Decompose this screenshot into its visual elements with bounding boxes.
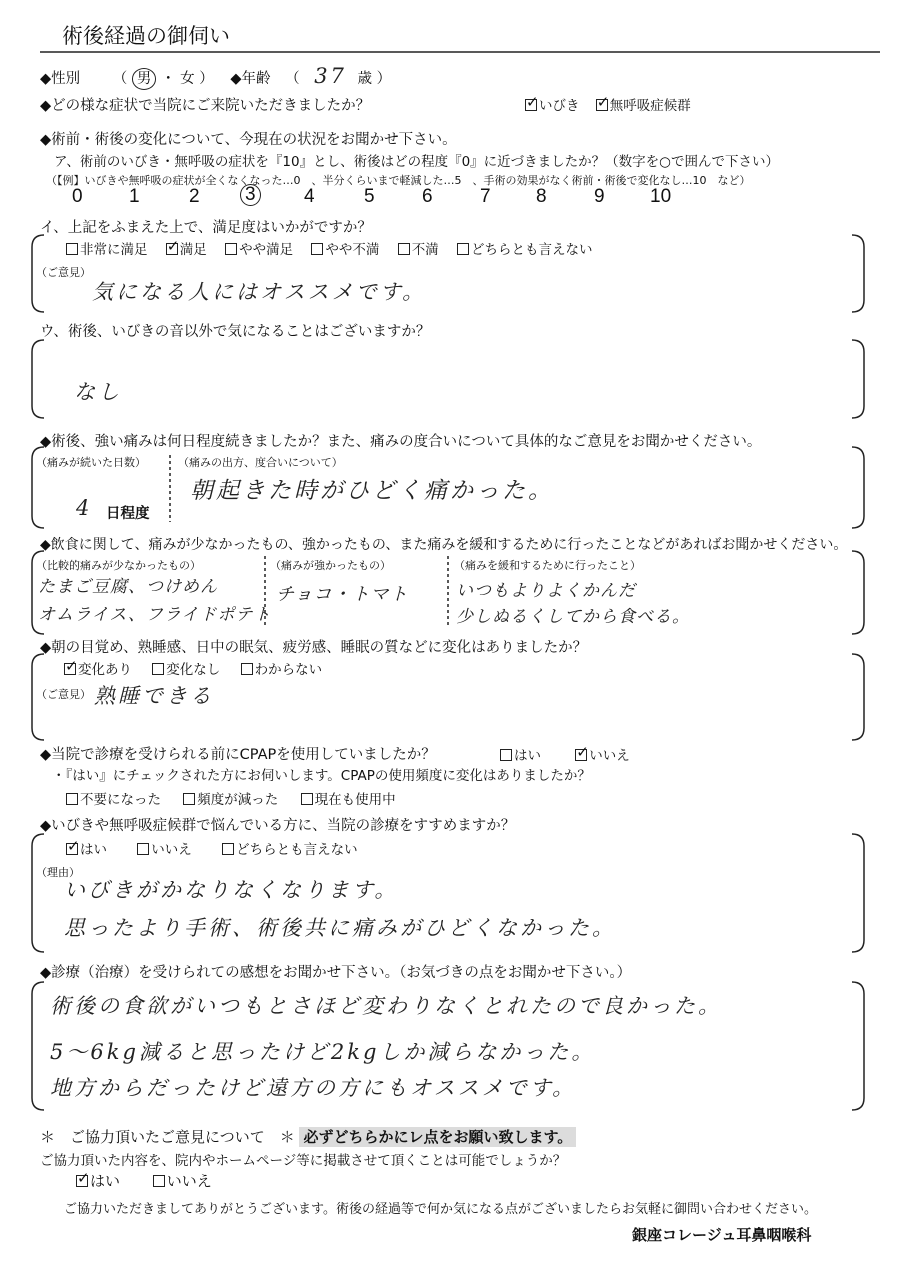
food-more-pain-line1[interactable]: チョコ・トマト	[276, 584, 409, 605]
impression-line1[interactable]: 術後の食欲がいつもとさほど変わりなくとれたので良かった。	[50, 994, 722, 1018]
gender-label: ◆性別	[40, 71, 81, 87]
consent-options: ✓はい いいえ	[76, 1170, 212, 1191]
clinic-name: 銀座コレージュ耳鼻咽喉科	[632, 1226, 812, 1244]
cpap-question: ◆当院で診療を受けられる前にCPAPを使用していましたか？	[40, 747, 436, 763]
recommend-reason-label: （理由）	[36, 866, 80, 879]
change-example: （【例】いびきや無呼吸の症状が全くなくなった…0 、半分くらいまで軽減した…5 、手術の効果がなく術前・術後で変化なし…10 など）	[46, 174, 751, 187]
food-relief-label: （痛みを緩和するために行ったこと）	[454, 559, 641, 572]
satisfaction-options: 非常に満足 ✓ 満足 やや満足 やや不満 不満 どちらとも言えない	[66, 238, 592, 258]
food-question: ◆飲食に関して、痛みが少なかったもの、強かったもの、また痛みを緩和するために行ったことなどがあればお聞かせください。	[40, 537, 848, 553]
symptom-question: ◆どの様な症状で当院にご来院いただきましたか？	[40, 98, 371, 114]
cpap-reduced-checkbox[interactable]	[183, 793, 195, 805]
impression-line3[interactable]: 地方からだったけど遠方の方にもオススメです。	[50, 1076, 577, 1100]
scale-9[interactable]: 9	[594, 186, 605, 207]
impression-question: ◆診療（治療）を受けられての感想をお聞かせ下さい。（お気づきの点をお聞かせ下さい。）	[40, 965, 632, 981]
sleep-question: ◆朝の目覚め、熟睡感、日中の眠気、疲労感、睡眠の質などに変化はありましたか？	[40, 640, 588, 656]
sleep-opinion-label: （ご意見）	[36, 688, 91, 701]
sleep-options: ✓変化あり 変化なし わからない	[64, 658, 322, 678]
very-satisfied-checkbox[interactable]	[66, 243, 78, 255]
consent-no-checkbox[interactable]	[153, 1175, 165, 1187]
snoring-label: いびき	[539, 98, 580, 114]
food-relief-line2[interactable]: 少しぬるくしてから食べる。	[456, 607, 690, 627]
snoring-checkbox[interactable]	[525, 99, 537, 111]
food-less-pain-label: （比較的痛みが少なかったもの）	[36, 559, 201, 572]
apnea-checkbox[interactable]	[596, 99, 608, 111]
thanks-message: ご協力いただきましてありがとうございます。術後の経過等で何か気になる点がございましたらお気軽に御問い合わせください。	[64, 1202, 817, 1217]
scale-0[interactable]: 0	[72, 186, 83, 207]
somewhat-satisfied-checkbox[interactable]	[225, 243, 237, 255]
scale-10[interactable]: 10	[650, 186, 672, 207]
cpap-unneeded-checkbox[interactable]	[66, 793, 78, 805]
scale-5[interactable]: 5	[364, 186, 375, 207]
consent-lead: ＊ ご協力頂いたご意見について ＊	[40, 1128, 295, 1146]
consent-highlight: 必ずどちらかにレ点をお願い致します。	[299, 1127, 576, 1147]
scale-3-selected[interactable]: 3	[240, 184, 261, 206]
form-title: 術後経過の御伺い	[62, 24, 230, 48]
consent-row	[40, 1126, 576, 1147]
recommend-question: ◆いびきや無呼吸症候群で悩んでいる方に、当院の診療をすすめますか？	[40, 818, 516, 834]
pain-days-unit: 日程度	[106, 506, 150, 522]
cpap-yes-checkbox[interactable]	[500, 749, 512, 761]
age-unit: 歳	[357, 71, 373, 87]
scale-2[interactable]: 2	[189, 186, 200, 207]
scale-8[interactable]: 8	[536, 186, 547, 207]
recommend-no-checkbox[interactable]	[137, 843, 149, 855]
consent-yes-checkbox[interactable]	[76, 1175, 88, 1187]
change-subquestion: ア、術前のいびき・無呼吸の症状を『10』とし、術後はどの程度『0』に近づきましたか？（数字を○で囲んで下さい）	[54, 154, 779, 170]
recommend-options: ✓はい いいえ どちらとも言えない	[66, 838, 358, 858]
food-relief-line1[interactable]: いつもよりよくかんだ	[456, 581, 636, 601]
cpap-no-checkbox[interactable]	[575, 749, 587, 761]
consent-question: ご協力頂いた内容を、院内やホームページ等に掲載させて頂くことは可能でしょうか？	[40, 1153, 567, 1169]
satisfaction-opinion[interactable]: 気になる人にはオススメです。	[92, 280, 427, 304]
scale-7[interactable]: 7	[480, 186, 491, 207]
change-heading: ◆術前・術後の変化について、今現在の状況をお聞かせ下さい。	[40, 132, 457, 148]
dissatisfied-checkbox[interactable]	[398, 243, 410, 255]
somewhat-dissatisfied-checkbox[interactable]	[311, 243, 323, 255]
pain-days-value[interactable]: 4	[76, 496, 93, 520]
recommend-reason-line1[interactable]: いびきがかなりなくなります。	[64, 878, 399, 902]
food-less-pain-line1[interactable]: たまご豆腐、つけめん	[38, 577, 218, 597]
pain-days-label: （痛みが続いた日数）	[36, 456, 146, 469]
cpap-options: はい ✓ いいえ	[500, 744, 630, 764]
cpap-sub-options: 不要になった 頻度が減った 現在も使用中	[66, 788, 396, 808]
age-value[interactable]: 37	[314, 64, 347, 88]
sleep-unknown-checkbox[interactable]	[241, 663, 253, 675]
food-less-pain-line2[interactable]: オムライス、フライドポテト	[38, 605, 272, 625]
satisfaction-question: イ、上記をふまえた上で、満足度はいかがですか？	[40, 220, 372, 236]
satisfied-checkbox[interactable]	[166, 243, 178, 255]
age-label: ◆年齢	[230, 71, 271, 87]
scale-6[interactable]: 6	[422, 186, 433, 207]
sleep-opinion[interactable]: 熟睡できる	[94, 684, 214, 708]
other-concerns-answer[interactable]: なし	[74, 380, 122, 404]
gender-female-option[interactable]: 女	[180, 71, 195, 87]
scale-1[interactable]: 1	[129, 186, 140, 207]
apnea-label: 無呼吸症候群	[609, 98, 691, 114]
impression-line2[interactable]: 5〜6kg減ると思ったけど2kgしか減らなかった。	[50, 1040, 596, 1064]
symptom-options	[525, 94, 691, 114]
cpap-subquestion: ・『はい』にチェックされた方にお伺いします。CPAPの使用頻度に変化はありましたか？	[52, 768, 591, 784]
gender-row: ◆性別 （ 男 ・ 女 ） ◆年齢 （ 37 歳 ）	[40, 64, 392, 88]
recommend-neutral-checkbox[interactable]	[222, 843, 234, 855]
satisfaction-opinion-label: （ご意見）	[36, 266, 91, 279]
gender-male-option[interactable]: 男	[132, 68, 157, 90]
other-concerns-question: ウ、術後、いびきの音以外で気になることはございますか？	[40, 324, 431, 340]
sleep-unchanged-checkbox[interactable]	[152, 663, 164, 675]
sleep-changed-checkbox[interactable]	[64, 663, 76, 675]
food-more-pain-label: （痛みが強かったもの）	[270, 559, 391, 572]
pain-detail-label: （痛みの出方、度合いについて）	[178, 456, 343, 469]
cpap-still-using-checkbox[interactable]	[301, 793, 313, 805]
pain-question: ◆術後、強い痛みは何日程度続きましたか？また、痛みの度合いについて具体的なご意見をお聞かせください。	[40, 434, 762, 450]
recommend-yes-checkbox[interactable]	[66, 843, 78, 855]
pain-detail[interactable]: 朝起きた時がひどく痛かった。	[190, 478, 554, 504]
scale-4[interactable]: 4	[304, 186, 315, 207]
neutral-checkbox[interactable]	[457, 243, 469, 255]
recommend-reason-line2[interactable]: 思ったより手術、術後共に痛みがひどくなかった。	[64, 916, 616, 940]
